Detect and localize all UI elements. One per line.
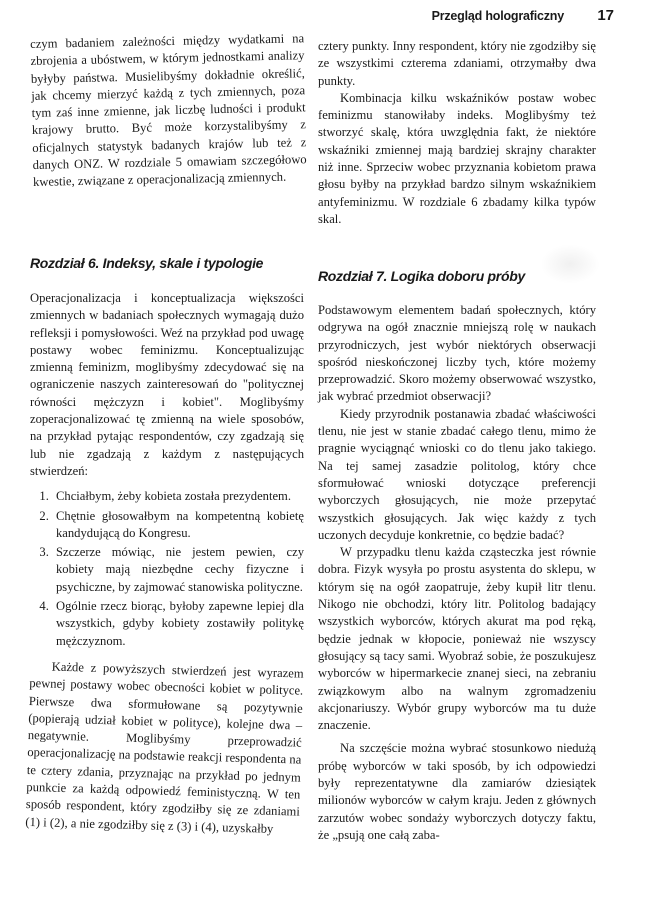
chapter-6-body — [25, 290, 304, 836]
chapter-7-paragraph-4: Na szczęście można wybrać stosunkowo niedużą próbę wyborców w taki sposób, by ich odpowiedzi były reprezentatywne dla zamiarów dziesiątek milionów wyborców w całym kraju. Jeden z głównych zarzutów wobec sondaży wyborczych dotyczy faktu, że „psują one całą zaba- — [318, 741, 596, 842]
statements-list — [30, 488, 304, 650]
chapter-6-heading: Rozdział 6. Indeksy, skale i typologie — [30, 255, 264, 271]
chapter-7-paragraph-3: W przypadku tlenu każda cząsteczka jest równie dobra. Fizyk wysyła po prostu asystenta do sklepu, w którym się na ogół zaopatruje, żeby kupił litr tlenu. Nikogo nie obchodzi, który litr. Politolog badający wszystkich wyborców, których akurat ma pod ręką, będzie jednak w kłopocie, ponieważ nie wszyscy głosujący są tacy sami. Wyobraź sobie, że poszukujesz wyborców w hipermarkecie znanej sieci, na zebraniu związkowym albo na walnym zgromadzeniu akcjonariuszy. Wybór grupy wyborców ma tu duże znaczenie. — [318, 545, 596, 733]
list-item: 1. Chciałbym, żeby kobieta została prezydentem. — [52, 488, 304, 505]
chapter-7-heading: Rozdział 7. Logika doboru próby — [318, 268, 525, 284]
chapter-7-paragraph-2: Kiedy przyrodnik postanawia zbadać właściwości tlenu, nie jest w stanie zbadać całego tlenu, mimo że pragnie wyciągnąć wnioski co do tlenu jako takiego. Na tej samej zasadzie politolog, który chce sformułować wnioski dotyczące preferencji wyborczych głosujących, nie może przepytać wszystkich głosujących. Jak więc każdy z tych uczonych decyduje konkretnie, co będzie badać? — [318, 406, 596, 542]
list-item: 4. Ogólnie rzecz biorąc, byłoby zapewne lepiej dla wszystkich, gdyby kobiety zostawiły politykę mężczyznom. — [52, 598, 304, 650]
page-number: 17 — [597, 7, 614, 24]
right-top-paragraph-2: Kombinacja kilku wskaźników postaw wobec feminizmu stanowiłaby indeks. Moglibyśmy też stworzyć skalę, która uwzględnia fakt, że niektóre wskaźniki zmiennej mają bardziej skrajny charakter niż inne. Sprzeciw wobec przyznania kobietom prawa głosu byłby na przykład bardzo silnym wskaźnikiem antyfeminizmu. W rozdziale 6 zbadamy kilka typów skal. — [318, 90, 596, 226]
running-head-title: Przegląd holograficzny — [431, 9, 564, 23]
chapter-6-paragraph-2: Każde z powyższych stwierdzeń jest wyrazem pewnej postawy wobec obecności kobiet w polityce. Pierwsze dwa sformułowane są pozytywnie (popierają udział kobiet w polityce), kolejne dwa – negatywnie. Moglibyśmy przeprowadzić operacjonalizację na podstawie reakcji respondenta na te cztery zdania, przyznając na przykład po jednym punkcie za każdą odpowiedź feministyczną. W ten sposób respondent, który zgodziłby się ze zdaniami (1) i (2), a nie zgodziłby się z (3) i (4), uzyskałby — [25, 659, 304, 836]
chapter-6-lower-block — [25, 658, 304, 839]
left-top-text-block — [30, 30, 307, 191]
chapter-7-paragraph-1: Podstawowym elementem badań społecznych, który odgrywa na ogół znacznie mniejszą rolę w naukach przyrodniczych, jest wybór niektórych obserwacji spośród nieskończonej liczby tych, które możemy przeprowadzić. Skoro możemy obserwować wszystko, jak wybrać przedmiot obserwacji? — [318, 303, 596, 404]
right-top-paragraph-1: cztery punkty. Inny respondent, który nie zgodziłby się ze wszystkimi czterema zdaniami, otrzymałby dwa punkty. — [318, 39, 596, 88]
right-top-text-block — [318, 38, 596, 228]
list-item: 2. Chętnie głosowałbym na kompetentną kobietę kandydującą do Kongresu. — [52, 508, 304, 543]
scan-smudge — [540, 244, 600, 284]
chapter-6-paragraph-1: Operacjonalizacja i konceptualizacja większości zmiennych w badaniach społecznych wymagają dużo refleksji i pomysłowości. Weź na przykład pod uwagę postawy wobec feminizmu. Konceptualizując zmienną feminizm, moglibyśmy zdecydować się na ograniczenie naszych zainteresowań do "politycznej równości mężczyzn i kobiet". Moglibyśmy zoperacjonalizować tę zmienną na wiele sposobów, na przykład pytając respondentów, czy zgadzają się lub nie zgadzają z każdym z następujących stwierdzeń: — [30, 291, 304, 478]
running-header — [0, 6, 648, 28]
chapter-7-body — [318, 302, 596, 844]
left-top-paragraph: czym badaniem zależności między wydatkami na zbrojenia a ubóstwem, w którym jednostkami analizy byłyby państwa. Musielibyśmy dokładnie określić, jak chcemy mierzyć każdą z tych zmiennych, poza tym zaś inne zmienne, jak liczbę ludności i produkt krajowy brutto. Być może korzystalibyśmy z oficjalnych statystyk badanych krajów lub też z danych ONZ. W rozdziale 5 omawiam szczegółowo kwestie, związane z operacjonalizacją zmiennych. — [30, 31, 307, 190]
list-item: 3. Szczerze mówiąc, nie jestem pewien, czy kobiety mają niezbędne cechy fizyczne i psychiczne, by zajmować stanowiska polityczne. — [52, 544, 304, 596]
